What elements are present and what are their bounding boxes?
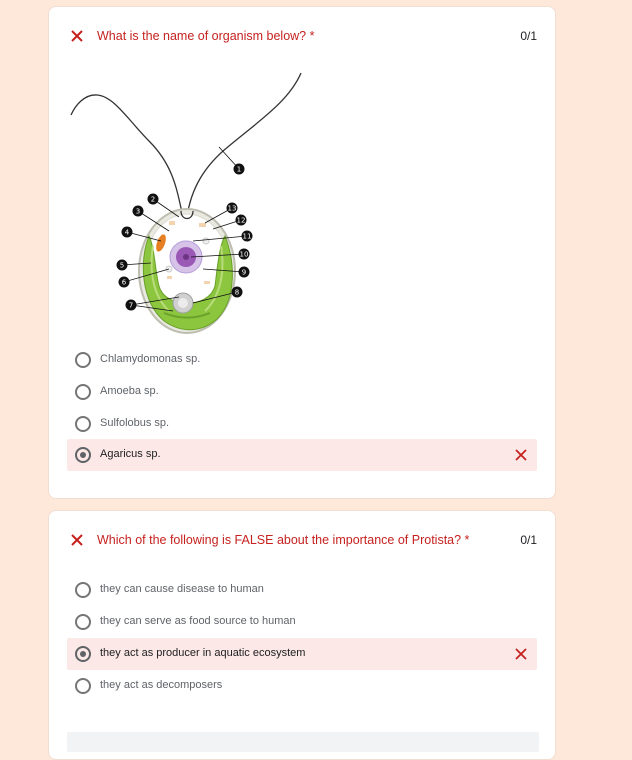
figure-label-5 (117, 260, 128, 271)
svg-text:4: 4 (124, 228, 130, 237)
option-agaricus[interactable] (67, 439, 537, 471)
question-card-2 (48, 510, 556, 760)
figure-label-11 (242, 231, 253, 242)
figure-label-10 (239, 249, 250, 260)
close-icon (515, 648, 527, 660)
feedback-strip (67, 732, 539, 752)
option-label: they can serve as food source to human (100, 615, 296, 627)
svg-text:7: 7 (128, 301, 134, 310)
radio-icon[interactable] (75, 582, 91, 598)
option-chlamydomonas[interactable] (67, 344, 537, 376)
option-label: they act as decomposers (100, 679, 223, 691)
svg-text:8: 8 (234, 288, 240, 297)
option-decomposers[interactable] (67, 670, 537, 702)
option-label: Amoeba sp. (100, 385, 159, 397)
question-header (69, 532, 537, 552)
svg-text:6: 6 (121, 278, 127, 287)
question-card-1 (48, 6, 556, 499)
radio-icon[interactable] (75, 678, 91, 694)
option-label: Chlamydomonas sp. (100, 353, 201, 365)
question-title: What is the name of organism below? * (97, 29, 315, 43)
figure-label-3 (133, 206, 144, 217)
svg-text:3: 3 (135, 207, 141, 216)
figure-label-4 (122, 227, 133, 238)
option-label: Sulfolobus sp. (100, 417, 170, 429)
svg-text:12: 12 (236, 216, 246, 225)
svg-text:1: 1 (236, 165, 242, 174)
figure-label-8 (232, 287, 243, 298)
radio-icon[interactable] (75, 384, 91, 400)
option-label: they can cause disease to human (100, 583, 264, 595)
figure-label-6 (119, 277, 130, 288)
question-score: 0/1 (520, 533, 537, 547)
figure-label-13 (227, 203, 238, 214)
option-sulfolobus[interactable] (67, 408, 537, 440)
svg-text:13: 13 (227, 204, 237, 213)
svg-text:9: 9 (241, 268, 247, 277)
radio-selected-icon[interactable] (75, 646, 91, 662)
radio-selected-icon[interactable] (75, 447, 91, 463)
svg-text:5: 5 (119, 261, 125, 270)
figure-label-2 (148, 194, 159, 205)
option-food-source[interactable] (67, 606, 537, 638)
question-score: 0/1 (520, 29, 537, 43)
svg-text:2: 2 (150, 195, 156, 204)
option-producer[interactable] (67, 638, 537, 670)
question-header (69, 28, 537, 48)
figure-label-12 (236, 215, 247, 226)
close-icon (69, 28, 85, 44)
figure-label-1 (234, 164, 245, 175)
svg-text:10: 10 (239, 250, 249, 259)
radio-icon[interactable] (75, 614, 91, 630)
option-disease[interactable] (67, 574, 537, 606)
figure-label-7 (126, 300, 137, 311)
organism-figure (69, 71, 309, 335)
question-title: Which of the following is FALSE about the importance of Protista? * (97, 533, 470, 547)
radio-icon[interactable] (75, 416, 91, 432)
svg-text:11: 11 (242, 232, 252, 241)
close-icon (515, 449, 527, 461)
close-icon (69, 532, 85, 548)
figure-label-9 (239, 267, 250, 278)
option-label: they act as producer in aquatic ecosystem (100, 647, 306, 659)
radio-icon[interactable] (75, 352, 91, 368)
option-amoeba[interactable] (67, 376, 537, 408)
option-label: Agaricus sp. (100, 448, 161, 460)
